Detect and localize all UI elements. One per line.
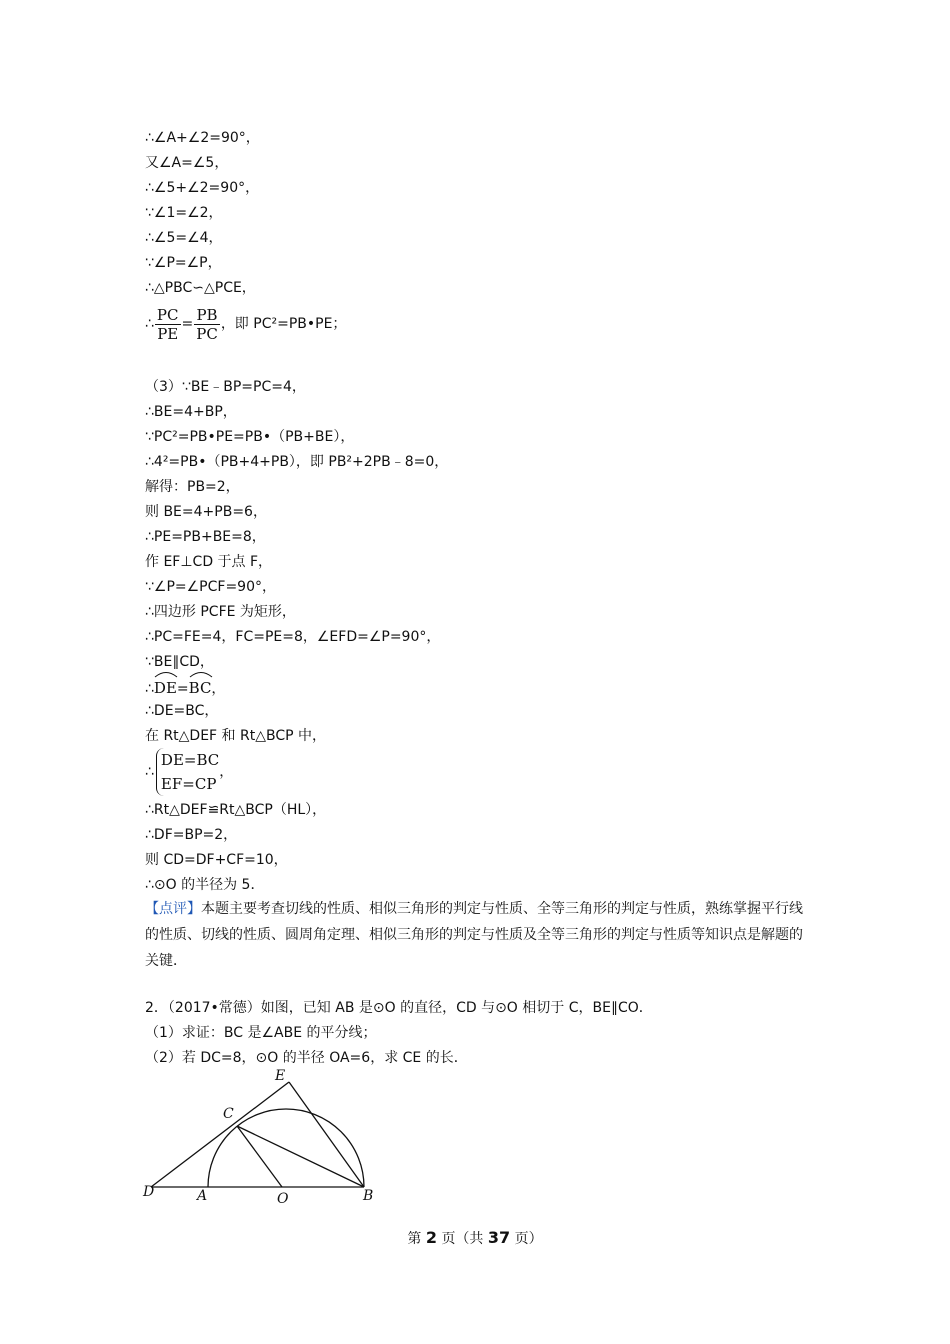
brace-prefix: ∴ [145, 764, 154, 780]
solution-line: ∴⊙O 的半径为 5． [145, 877, 265, 893]
solution-line: 则 BE=4+PB=6， [145, 504, 267, 520]
label-a: A [197, 1188, 208, 1204]
footer-total-pages: 37 [487, 1228, 511, 1247]
fraction-denominator: PC [196, 324, 218, 343]
problem-title: 2．（2017•常德）如图，已知 AB 是⊙O 的直径，CD 与⊙O 相切于 C，BE∥CO． [145, 1000, 653, 1016]
fraction-equals: = [181, 316, 194, 332]
fraction-numerator: PC [156, 305, 179, 324]
fraction-pb-pc [194, 306, 220, 343]
arc-prefix: ∴ [145, 681, 154, 697]
solution-line: ∵PC²=PB•PE=PB•（PB+BE）， [145, 429, 355, 445]
fraction-numerator: PB [194, 306, 220, 325]
segment-oc [237, 1126, 282, 1187]
arc-line [145, 677, 225, 700]
solution-line: 解得：PB=2， [145, 479, 240, 495]
solution-line: ∴Rt△DEF≌Rt△BCP（HL）， [145, 802, 327, 818]
fraction-denominator: PE [157, 324, 179, 343]
solution-line: ∴PE=PB+BE=8， [145, 529, 266, 545]
brace-suffix: ， [219, 764, 234, 780]
footer-prefix: 第 [407, 1231, 422, 1247]
solution-line: ∴4²=PB•（PB+4+PB），即 PB²+2PB﹣8=0， [145, 454, 449, 470]
page-footer [0, 1228, 950, 1248]
solution-line: ∴PC=FE=4，FC=PE=8，∠EFD=∠P=90°， [145, 629, 441, 645]
arc-de: DE [154, 677, 177, 699]
solution-line: ∴BE=4+BP， [145, 404, 237, 420]
solution-line: ∴△PBC∽△PCE， [145, 280, 256, 296]
solution-line: （3）∵BE﹣BP=PC=4， [145, 379, 306, 395]
segment-eb [289, 1082, 364, 1187]
solution-line: 在 Rt△DEF 和 Rt△BCP 中， [145, 728, 327, 744]
solution-line: ∴DE=BC， [145, 703, 219, 719]
comment-text: 本题主要考查切线的性质、相似三角形的判定与性质、全等三角形的判定与性质，熟练掌握平行线的性质、切线的性质、圆周角定理、相似三角形的判定与性质及全等三角形的判定与性质等知识点是解题的关键． [145, 901, 803, 969]
equation-system [156, 748, 219, 796]
segment-de [151, 1082, 289, 1187]
label-e: E [275, 1068, 286, 1084]
solution-line: ∵∠P=∠PCF=90°， [145, 579, 276, 595]
solution-line: ∴四边形 PCFE 为矩形， [145, 604, 296, 620]
solution-line: ∵∠1=∠2， [145, 205, 223, 221]
solution-line: ∴∠5=∠4， [145, 230, 223, 246]
solution-line: 又∠A=∠5， [145, 155, 229, 171]
equation-row: EF=CP [160, 775, 217, 793]
comment-tag: 【点评】 [145, 901, 201, 917]
solution-line: ∴∠5+∠2=90°， [145, 180, 260, 196]
solution-line: 作 EF⊥CD 于点 F， [145, 554, 273, 570]
solution-line: 则 CD=DF+CF=10， [145, 852, 288, 868]
fraction-line [145, 304, 346, 344]
fraction-prefix: ∴ [145, 316, 154, 332]
solution-line: ∴∠A+∠2=90°， [145, 130, 260, 146]
geometry-figure [135, 1060, 385, 1210]
equation-row: DE=BC [160, 751, 220, 769]
footer-page-number: 2 [425, 1228, 437, 1247]
arc-suffix: ， [211, 681, 226, 697]
arc-equals: = [176, 681, 189, 697]
solution-line: ∵∠P=∠P， [145, 255, 222, 271]
arc-bc: BC [189, 677, 212, 699]
solution-line: ∴DF=BP=2， [145, 827, 238, 843]
arc-mark-icon [189, 670, 213, 678]
solution-line: ∵BE∥CD， [145, 654, 214, 670]
fraction-suffix: ，即 PC²=PB•PE； [220, 316, 347, 332]
problem-question-1: （1）求证：BC 是∠ABE 的平分线； [145, 1025, 377, 1041]
footer-middle: 页（共 [441, 1231, 484, 1247]
brace-system-line [145, 748, 233, 796]
footer-suffix: 页） [514, 1231, 543, 1247]
label-d: D [143, 1184, 155, 1200]
comment-paragraph [145, 896, 810, 974]
arc-mark-icon [154, 670, 178, 678]
label-o: O [277, 1191, 289, 1207]
problem-question-2: （2）若 DC=8，⊙O 的半径 OA=6，求 CE 的长． [145, 1050, 468, 1066]
fraction-pc-pe [155, 306, 181, 343]
label-b: B [363, 1188, 374, 1204]
label-c: C [223, 1106, 234, 1122]
